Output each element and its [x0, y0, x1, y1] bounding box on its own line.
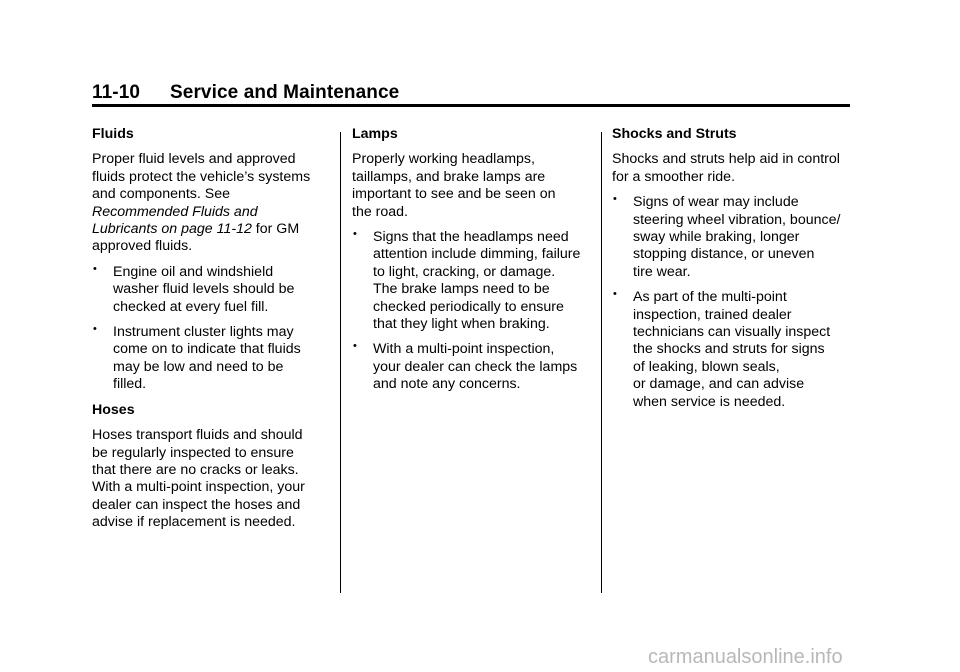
- hoses-heading: Hoses: [92, 401, 135, 418]
- text-line: steering wheel vibration, bounce/: [633, 211, 841, 228]
- page-number: 11-10: [92, 82, 141, 103]
- text-line: Proper fluid levels and approved: [92, 151, 296, 168]
- text-line: dealer can inspect the hoses and: [92, 496, 301, 513]
- text-line: Signs of wear may include: [633, 194, 799, 211]
- text-line: Engine oil and windshield: [113, 263, 274, 280]
- column-lamps: [352, 126, 596, 402]
- text-line: Properly working headlamps,: [352, 151, 535, 168]
- shocks-paragraph: [612, 151, 856, 186]
- text-line: of leaking, blown seals,: [633, 358, 780, 375]
- text-line: may be low and need to be: [113, 358, 284, 375]
- text-line: your dealer can check the lamps: [373, 358, 578, 375]
- page-header: [92, 80, 850, 106]
- text-line: that there are no cracks or leaks.: [92, 461, 299, 478]
- text-line: inspection, trained dealer: [633, 306, 792, 323]
- bullet-icon: •: [93, 262, 97, 275]
- text-line: to light, cracking, or damage.: [373, 263, 556, 280]
- shocks-heading: Shocks and Struts: [612, 126, 737, 142]
- text-line: Instrument cluster lights may: [113, 324, 294, 341]
- text-line: when service is needed.: [633, 393, 786, 410]
- text-line: As part of the multi-point: [633, 289, 787, 306]
- column-fluids-hoses: [92, 126, 336, 540]
- text-line: checked at every fuel fill.: [113, 298, 269, 315]
- text-line: and note any concerns.: [373, 376, 521, 393]
- fluids-intro: [92, 151, 336, 255]
- text-line: approved fluids.: [92, 238, 193, 255]
- header-rule: [92, 104, 850, 107]
- text-line: come on to indicate that fluids: [113, 341, 301, 358]
- text-line: Signs that the headlamps need: [373, 229, 569, 246]
- column-divider: [601, 132, 602, 593]
- text-line: taillamps, and brake lamps are: [352, 168, 546, 185]
- text-line: advise if replacement is needed.: [92, 514, 296, 531]
- cross-reference-link[interactable]: Lubricants on page 11-12: [92, 221, 252, 238]
- text-line: checked periodically to ensure: [373, 298, 564, 315]
- text-line: sway while braking, longer: [633, 229, 800, 246]
- text-line: filled.: [113, 376, 147, 393]
- text-line: Shocks and struts help aid in control: [612, 151, 840, 168]
- cross-reference-link[interactable]: Recommended Fluids and: [92, 203, 258, 220]
- list-item: [92, 324, 336, 394]
- section-title: Service and Maintenance: [170, 82, 400, 103]
- text-line: and components. See: [92, 186, 231, 203]
- text-line: for a smoother ride.: [612, 168, 736, 185]
- text-line: attention include dimming, failure: [373, 246, 581, 263]
- list-item: [612, 289, 856, 411]
- text-line: or damage, and can advise: [633, 376, 805, 393]
- text-line: fluids protect the vehicle’s systems: [92, 168, 311, 185]
- text-line: washer fluid levels should be: [113, 281, 295, 298]
- bullet-icon: •: [353, 228, 357, 241]
- fluids-heading: Fluids: [92, 126, 134, 142]
- text-line: With a multi-point inspection,: [373, 341, 555, 358]
- text-fragment: for GM: [251, 221, 300, 238]
- list-item: [92, 264, 336, 316]
- text-line: With a multi-point inspection, your: [92, 479, 305, 496]
- text-line: important to see and be seen on: [352, 186, 556, 203]
- list-item: [612, 194, 856, 281]
- lamps-heading: Lamps: [352, 126, 398, 142]
- lamps-paragraph: [352, 151, 596, 221]
- hoses-paragraph: [92, 427, 336, 531]
- site-watermark: carmanualsonline.info: [648, 646, 843, 668]
- bullet-icon: •: [93, 323, 97, 336]
- text-line: Hoses transport fluids and should: [92, 427, 303, 444]
- bullet-icon: •: [613, 193, 617, 206]
- text-line: that they light when braking.: [373, 316, 550, 333]
- text-line: tire wear.: [633, 263, 691, 280]
- text-line: The brake lamps need to be: [373, 281, 550, 298]
- column-divider: [340, 132, 341, 593]
- list-item: [352, 341, 596, 393]
- text-line: technicians can visually inspect: [633, 324, 831, 341]
- column-shocks-struts: [612, 126, 856, 419]
- text-line: the shocks and struts for signs: [633, 341, 825, 358]
- text-line: the road.: [352, 203, 409, 220]
- text-line: be regularly inspected to ensure: [92, 444, 294, 461]
- list-item: [352, 229, 596, 333]
- text-line: stopping distance, or uneven: [633, 246, 815, 263]
- bullet-icon: •: [353, 340, 357, 353]
- bullet-icon: •: [613, 288, 617, 301]
